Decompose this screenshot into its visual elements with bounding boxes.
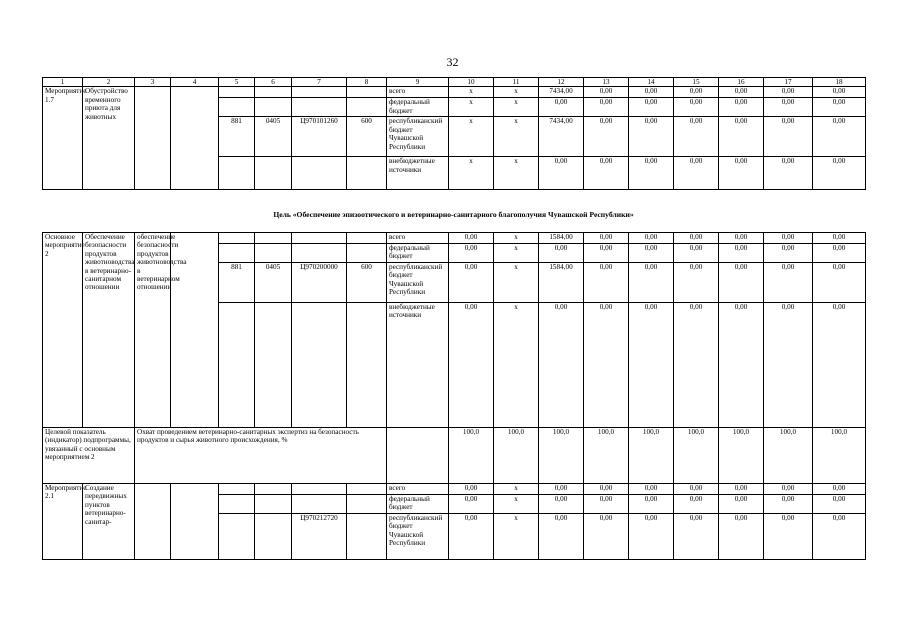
- value-cell: 0,00: [813, 514, 866, 560]
- column-number: 11: [494, 78, 539, 87]
- value-cell: 0,00: [674, 233, 719, 244]
- funding-source: республиканский бюджет Чувашской Республики: [387, 117, 449, 157]
- value-cell: 0,00: [764, 157, 813, 190]
- value-cell: 0,00: [813, 233, 866, 244]
- value-cell: 0,00: [813, 303, 866, 428]
- csr-cell: [292, 303, 347, 428]
- value-cell: 0,00: [719, 244, 764, 263]
- indicator-value: 100,0: [764, 428, 813, 484]
- column-number: 7: [292, 78, 347, 87]
- rz-pr-cell: [255, 495, 292, 514]
- value-cell: 0,00: [629, 263, 674, 303]
- value-cell: 0,00: [629, 117, 674, 157]
- value-cell: 0,00: [449, 495, 494, 514]
- value-cell: 0,00: [449, 514, 494, 560]
- value-cell: 0,00: [813, 484, 866, 495]
- value-cell: 0,00: [764, 514, 813, 560]
- value-cell: 0,00: [584, 117, 629, 157]
- funding-source: всего: [387, 484, 449, 495]
- indicator-value: 100,0: [813, 428, 866, 484]
- column-number: 16: [719, 78, 764, 87]
- value-cell: 0,00: [539, 157, 584, 190]
- rz-pr-cell: [255, 157, 292, 190]
- table-row: [43, 484, 866, 495]
- column-number: 1: [43, 78, 83, 87]
- page-number: 32: [446, 55, 459, 69]
- value-cell: 0,00: [719, 157, 764, 190]
- value-cell: 0,00: [539, 514, 584, 560]
- value-cell: x: [494, 98, 539, 117]
- column-number: 5: [219, 78, 255, 87]
- column-number: 13: [584, 78, 629, 87]
- value-cell: 0,00: [813, 495, 866, 514]
- value-cell: 0,00: [674, 87, 719, 98]
- rz-pr-cell: [255, 303, 292, 428]
- csr-cell: [292, 484, 347, 495]
- value-cell: 0,00: [584, 484, 629, 495]
- rz-pr-cell: [255, 87, 292, 98]
- indicator-value: 100,0: [719, 428, 764, 484]
- goal-cell: [135, 87, 171, 190]
- gr-bs-cell: [219, 484, 255, 495]
- value-cell: 0,00: [813, 87, 866, 98]
- gr-bs-cell: [219, 157, 255, 190]
- table-row: [43, 87, 866, 98]
- vr-cell: [347, 98, 387, 117]
- empty-cell: [171, 484, 219, 560]
- value-cell: 0,00: [584, 263, 629, 303]
- indicator-label: Целевой показатель (индикатор) подпрограммы, увязанный с основным мероприятием 2: [43, 428, 135, 484]
- value-cell: x: [494, 233, 539, 244]
- value-cell: 0,00: [719, 87, 764, 98]
- vr-cell: [347, 303, 387, 428]
- value-cell: 0,00: [764, 303, 813, 428]
- goal-cell: [135, 484, 171, 560]
- funding-source: внебюджетные источники: [387, 303, 449, 428]
- value-cell: 0,00: [449, 233, 494, 244]
- value-cell: 0,00: [584, 87, 629, 98]
- value-cell: 0,00: [629, 514, 674, 560]
- vr-cell: [347, 233, 387, 244]
- gr-bs-cell: [219, 244, 255, 263]
- funding-source: федеральный бюджет: [387, 244, 449, 263]
- csr-cell: Ц970200000: [292, 263, 347, 303]
- csr-cell: [292, 495, 347, 514]
- budget-table-1: [42, 77, 866, 190]
- csr-cell: Ц970212720: [292, 514, 347, 560]
- value-cell: 0,00: [674, 263, 719, 303]
- value-cell: 0,00: [674, 484, 719, 495]
- goal-title: Цель «Обеспечение эпизоотического и ветеринарно-санитарного благополучия Чувашской Республики»: [273, 210, 634, 219]
- value-cell: x: [494, 303, 539, 428]
- column-number: 9: [387, 78, 449, 87]
- value-cell: 0,00: [629, 157, 674, 190]
- vr-cell: [347, 514, 387, 560]
- value-cell: 0,00: [449, 303, 494, 428]
- csr-cell: [292, 98, 347, 117]
- csr-cell: Ц970101260: [292, 117, 347, 157]
- value-cell: 0,00: [449, 244, 494, 263]
- event-name: Создание передвижных пунктов ветеринарно-санитар-: [83, 484, 135, 560]
- gr-bs-cell: [219, 233, 255, 244]
- rz-pr-cell: 0405: [255, 117, 292, 157]
- indicator-value: 100,0: [674, 428, 719, 484]
- funding-source: внебюджетные источники: [387, 157, 449, 190]
- value-cell: 0,00: [584, 244, 629, 263]
- goal-cell: обеспечение безопасности продуктов животноводства в ветеринарном отношении: [135, 233, 171, 428]
- value-cell: 0,00: [764, 495, 813, 514]
- value-cell: 0,00: [629, 233, 674, 244]
- value-cell: x: [494, 514, 539, 560]
- gr-bs-cell: 881: [219, 263, 255, 303]
- funding-source: федеральный бюджет: [387, 495, 449, 514]
- value-cell: x: [494, 117, 539, 157]
- column-number: 10: [449, 78, 494, 87]
- value-cell: x: [494, 87, 539, 98]
- value-cell: 0,00: [719, 233, 764, 244]
- value-cell: 1584,00: [539, 263, 584, 303]
- value-cell: 0,00: [629, 495, 674, 514]
- value-cell: 0,00: [674, 495, 719, 514]
- value-cell: 0,00: [764, 484, 813, 495]
- value-cell: 0,00: [764, 263, 813, 303]
- value-cell: 0,00: [539, 484, 584, 495]
- column-number: 18: [813, 78, 866, 87]
- value-cell: x: [449, 98, 494, 117]
- value-cell: 0,00: [674, 157, 719, 190]
- value-cell: 0,00: [813, 263, 866, 303]
- value-cell: 0,00: [764, 87, 813, 98]
- event-code: Мероприятие 1.7: [43, 87, 83, 190]
- value-cell: 0,00: [719, 514, 764, 560]
- value-cell: 0,00: [584, 495, 629, 514]
- column-number: 6: [255, 78, 292, 87]
- table-row: [43, 233, 866, 244]
- event-code: Основное мероприятие 2: [43, 233, 83, 428]
- rz-pr-cell: [255, 98, 292, 117]
- event-name: Обеспечение безопасности продуктов животноводства в ветеринарно-санитарном отношении: [83, 233, 135, 428]
- gr-bs-cell: 881: [219, 117, 255, 157]
- value-cell: 0,00: [719, 484, 764, 495]
- rz-pr-cell: [255, 233, 292, 244]
- column-number-row: [43, 78, 866, 87]
- vr-cell: [347, 244, 387, 263]
- indicator-value: 100,0: [449, 428, 494, 484]
- csr-cell: [292, 233, 347, 244]
- value-cell: 7434,00: [539, 87, 584, 98]
- csr-cell: [292, 87, 347, 98]
- value-cell: 0,00: [764, 98, 813, 117]
- value-cell: 0,00: [813, 244, 866, 263]
- indicator-value: 100,0: [584, 428, 629, 484]
- value-cell: 0,00: [449, 484, 494, 495]
- value-cell: 0,00: [584, 514, 629, 560]
- vr-cell: 600: [347, 117, 387, 157]
- csr-cell: [292, 157, 347, 190]
- value-cell: 0,00: [539, 244, 584, 263]
- column-number: 3: [135, 78, 171, 87]
- column-number: 12: [539, 78, 584, 87]
- value-cell: 0,00: [764, 233, 813, 244]
- value-cell: 0,00: [629, 98, 674, 117]
- value-cell: x: [494, 244, 539, 263]
- value-cell: 1584,00: [539, 233, 584, 244]
- value-cell: 0,00: [539, 98, 584, 117]
- indicator-value: 100,0: [629, 428, 674, 484]
- value-cell: 0,00: [449, 263, 494, 303]
- gr-bs-cell: [219, 495, 255, 514]
- value-cell: 0,00: [674, 303, 719, 428]
- column-number: 17: [764, 78, 813, 87]
- value-cell: x: [494, 484, 539, 495]
- vr-cell: 600: [347, 263, 387, 303]
- rz-pr-cell: [255, 484, 292, 495]
- value-cell: 0,00: [584, 303, 629, 428]
- column-number: 4: [171, 78, 219, 87]
- value-cell: 0,00: [674, 117, 719, 157]
- csr-cell: [292, 244, 347, 263]
- value-cell: 0,00: [719, 98, 764, 117]
- column-number: 15: [674, 78, 719, 87]
- value-cell: 0,00: [719, 495, 764, 514]
- value-cell: 0,00: [539, 495, 584, 514]
- indicator-value: 100,0: [494, 428, 539, 484]
- budget-table-2: [42, 232, 866, 560]
- funding-source: федеральный бюджет: [387, 98, 449, 117]
- funding-source: республиканский бюджет Чувашской Республики: [387, 514, 449, 560]
- value-cell: 0,00: [674, 514, 719, 560]
- value-cell: 0,00: [629, 87, 674, 98]
- value-cell: x: [494, 495, 539, 514]
- indicator-value: 100,0: [539, 428, 584, 484]
- indicator-text: Охват проведением ветеринарно-санитарных экспертиз на безопасность продуктов и сырья животного происхождения, %: [135, 428, 387, 484]
- value-cell: 0,00: [629, 244, 674, 263]
- value-cell: 0,00: [813, 98, 866, 117]
- funding-source: всего: [387, 87, 449, 98]
- vr-cell: [347, 157, 387, 190]
- value-cell: 0,00: [813, 117, 866, 157]
- gr-bs-cell: [219, 514, 255, 560]
- value-cell: 0,00: [539, 303, 584, 428]
- rz-pr-cell: 0405: [255, 263, 292, 303]
- value-cell: 0,00: [584, 157, 629, 190]
- vr-cell: [347, 484, 387, 495]
- value-cell: 7434,00: [539, 117, 584, 157]
- funding-source: республиканский бюджет Чувашской Республики: [387, 263, 449, 303]
- empty-cell: [171, 87, 219, 190]
- value-cell: x: [449, 87, 494, 98]
- rz-pr-cell: [255, 244, 292, 263]
- indicator-row: [43, 428, 866, 484]
- value-cell: x: [449, 157, 494, 190]
- column-number: 8: [347, 78, 387, 87]
- column-number: 2: [83, 78, 135, 87]
- value-cell: 0,00: [674, 98, 719, 117]
- vr-cell: [347, 87, 387, 98]
- empty-cell: [387, 428, 449, 484]
- value-cell: x: [494, 157, 539, 190]
- event-name: Обустройство временного приюта для животных: [83, 87, 135, 190]
- value-cell: 0,00: [629, 303, 674, 428]
- value-cell: 0,00: [719, 117, 764, 157]
- vr-cell: [347, 495, 387, 514]
- value-cell: 0,00: [719, 263, 764, 303]
- funding-source: всего: [387, 233, 449, 244]
- value-cell: x: [449, 117, 494, 157]
- value-cell: 0,00: [719, 303, 764, 428]
- value-cell: 0,00: [764, 244, 813, 263]
- value-cell: 0,00: [584, 98, 629, 117]
- value-cell: 0,00: [674, 244, 719, 263]
- value-cell: 0,00: [813, 157, 866, 190]
- gr-bs-cell: [219, 87, 255, 98]
- value-cell: 0,00: [764, 117, 813, 157]
- value-cell: 0,00: [584, 233, 629, 244]
- gr-bs-cell: [219, 303, 255, 428]
- column-number: 14: [629, 78, 674, 87]
- value-cell: x: [494, 263, 539, 303]
- event-code: Мероприятие 2.1: [43, 484, 83, 560]
- gr-bs-cell: [219, 98, 255, 117]
- rz-pr-cell: [255, 514, 292, 560]
- value-cell: 0,00: [629, 484, 674, 495]
